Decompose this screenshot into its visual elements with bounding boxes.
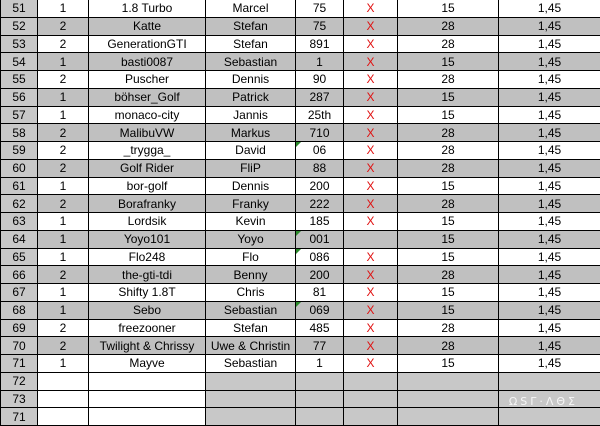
row-number-cell[interactable]: 55 bbox=[1, 71, 38, 89]
price-cell[interactable]: 1,45 bbox=[499, 284, 600, 302]
price-cell[interactable]: 1,45 bbox=[499, 17, 600, 35]
price-cell[interactable]: 1,45 bbox=[499, 124, 600, 142]
table-row[interactable] bbox=[1, 195, 600, 213]
x-mark-cell[interactable]: X bbox=[344, 319, 398, 337]
group-cell[interactable]: 1 bbox=[38, 355, 89, 373]
row-number-cell[interactable]: 67 bbox=[1, 284, 38, 302]
nickname-cell[interactable]: the-gti-tdi bbox=[89, 266, 206, 284]
name-cell[interactable]: Sebastian bbox=[206, 301, 296, 319]
comment-indicator-icon[interactable] bbox=[296, 249, 301, 254]
empty-cell[interactable] bbox=[398, 408, 499, 426]
number-cell[interactable]: 1 bbox=[296, 53, 344, 71]
table-row[interactable] bbox=[1, 124, 600, 142]
number-cell[interactable]: 710 bbox=[296, 124, 344, 142]
value-cell[interactable]: 28 bbox=[398, 195, 499, 213]
group-cell[interactable]: 2 bbox=[38, 71, 89, 89]
nickname-cell[interactable]: Flo248 bbox=[89, 248, 206, 266]
price-cell[interactable]: 1,45 bbox=[499, 35, 600, 53]
price-cell[interactable]: 1,45 bbox=[499, 266, 600, 284]
nickname-cell[interactable]: Puscher bbox=[89, 71, 206, 89]
nickname-cell[interactable]: 1.8 Turbo bbox=[89, 0, 206, 17]
group-cell[interactable]: 2 bbox=[38, 195, 89, 213]
x-mark-cell[interactable]: X bbox=[344, 71, 398, 89]
table-row[interactable] bbox=[1, 53, 600, 71]
number-cell[interactable]: 75 bbox=[296, 0, 344, 17]
x-mark-cell[interactable]: X bbox=[344, 35, 398, 53]
price-cell[interactable]: 1,45 bbox=[499, 71, 600, 89]
row-number-cell[interactable]: 71 bbox=[1, 408, 38, 426]
value-cell[interactable]: 15 bbox=[398, 177, 499, 195]
name-cell[interactable]: Uwe & Christin bbox=[206, 337, 296, 355]
x-mark-cell[interactable]: X bbox=[344, 337, 398, 355]
number-cell[interactable]: 200 bbox=[296, 177, 344, 195]
group-cell[interactable]: 1 bbox=[38, 53, 89, 71]
row-number-cell[interactable]: 51 bbox=[1, 0, 38, 17]
number-cell[interactable]: 77 bbox=[296, 337, 344, 355]
row-number-cell[interactable]: 54 bbox=[1, 53, 38, 71]
value-cell[interactable]: 28 bbox=[398, 35, 499, 53]
name-cell[interactable]: Sebastian bbox=[206, 355, 296, 373]
value-cell[interactable]: 15 bbox=[398, 106, 499, 124]
row-number-cell[interactable]: 63 bbox=[1, 213, 38, 231]
value-cell[interactable]: 28 bbox=[398, 319, 499, 337]
nickname-cell[interactable]: Sebo bbox=[89, 301, 206, 319]
table-row[interactable] bbox=[1, 35, 600, 53]
name-cell[interactable]: Sebastian bbox=[206, 53, 296, 71]
x-mark-cell[interactable]: X bbox=[344, 0, 398, 17]
value-cell[interactable]: 15 bbox=[398, 284, 499, 302]
table-row[interactable] bbox=[1, 17, 600, 35]
name-cell[interactable]: David bbox=[206, 142, 296, 160]
value-cell[interactable]: 15 bbox=[398, 53, 499, 71]
value-cell[interactable]: 28 bbox=[398, 142, 499, 160]
number-cell[interactable]: 287 bbox=[296, 88, 344, 106]
table-row[interactable] bbox=[1, 142, 600, 160]
empty-cell[interactable] bbox=[89, 390, 206, 408]
x-mark-cell[interactable]: X bbox=[344, 284, 398, 302]
row-number-cell[interactable]: 65 bbox=[1, 248, 38, 266]
number-cell[interactable]: 069 bbox=[296, 301, 344, 319]
value-cell[interactable]: 28 bbox=[398, 159, 499, 177]
empty-cell[interactable] bbox=[38, 390, 89, 408]
x-mark-cell[interactable]: X bbox=[344, 53, 398, 71]
nickname-cell[interactable]: Katte bbox=[89, 17, 206, 35]
x-mark-cell[interactable]: X bbox=[344, 195, 398, 213]
row-number-cell[interactable]: 68 bbox=[1, 301, 38, 319]
value-cell[interactable]: 15 bbox=[398, 88, 499, 106]
price-cell[interactable]: 1,45 bbox=[499, 106, 600, 124]
empty-cell[interactable] bbox=[344, 372, 398, 390]
price-cell[interactable]: 1,45 bbox=[499, 88, 600, 106]
number-cell[interactable]: 001 bbox=[296, 230, 344, 248]
group-cell[interactable]: 2 bbox=[38, 35, 89, 53]
empty-cell[interactable] bbox=[206, 390, 296, 408]
group-cell[interactable]: 2 bbox=[38, 337, 89, 355]
table-row[interactable] bbox=[1, 71, 600, 89]
number-cell[interactable]: 485 bbox=[296, 319, 344, 337]
group-cell[interactable]: 2 bbox=[38, 17, 89, 35]
nickname-cell[interactable]: Mayve bbox=[89, 355, 206, 373]
row-number-cell[interactable]: 58 bbox=[1, 124, 38, 142]
row-number-cell[interactable]: 60 bbox=[1, 159, 38, 177]
name-cell[interactable]: Stefan bbox=[206, 17, 296, 35]
row-number-cell[interactable]: 72 bbox=[1, 372, 38, 390]
name-cell[interactable]: Marcel bbox=[206, 0, 296, 17]
empty-cell[interactable] bbox=[344, 408, 398, 426]
group-cell[interactable]: 1 bbox=[38, 88, 89, 106]
table-row[interactable] bbox=[1, 301, 600, 319]
nickname-cell[interactable]: böhser_Golf bbox=[89, 88, 206, 106]
name-cell[interactable]: Yoyo bbox=[206, 230, 296, 248]
table-row[interactable] bbox=[1, 106, 600, 124]
name-cell[interactable]: Chris bbox=[206, 284, 296, 302]
row-number-cell[interactable]: 64 bbox=[1, 230, 38, 248]
value-cell[interactable]: 15 bbox=[398, 230, 499, 248]
number-cell[interactable]: 200 bbox=[296, 266, 344, 284]
x-mark-cell[interactable]: X bbox=[344, 355, 398, 373]
name-cell[interactable]: Patrick bbox=[206, 88, 296, 106]
table-row[interactable] bbox=[1, 88, 600, 106]
x-mark-cell[interactable] bbox=[344, 230, 398, 248]
number-cell[interactable]: 25th bbox=[296, 106, 344, 124]
name-cell[interactable]: Stefan bbox=[206, 35, 296, 53]
x-mark-cell[interactable]: X bbox=[344, 213, 398, 231]
group-cell[interactable]: 2 bbox=[38, 266, 89, 284]
nickname-cell[interactable]: GenerationGTI bbox=[89, 35, 206, 53]
comment-indicator-icon[interactable] bbox=[296, 302, 301, 307]
price-cell[interactable]: 1,45 bbox=[499, 301, 600, 319]
value-cell[interactable]: 28 bbox=[398, 17, 499, 35]
table-row[interactable] bbox=[1, 408, 600, 426]
name-cell[interactable]: FliP bbox=[206, 159, 296, 177]
empty-cell[interactable] bbox=[499, 408, 600, 426]
x-mark-cell[interactable]: X bbox=[344, 106, 398, 124]
value-cell[interactable]: 28 bbox=[398, 124, 499, 142]
empty-cell[interactable] bbox=[296, 408, 344, 426]
table-row[interactable] bbox=[1, 266, 600, 284]
value-cell[interactable]: 15 bbox=[398, 213, 499, 231]
table-row[interactable] bbox=[1, 248, 600, 266]
number-cell[interactable]: 086 bbox=[296, 248, 344, 266]
group-cell[interactable]: 2 bbox=[38, 159, 89, 177]
number-cell[interactable]: 222 bbox=[296, 195, 344, 213]
x-mark-cell[interactable]: X bbox=[344, 124, 398, 142]
nickname-cell[interactable]: Lordsik bbox=[89, 213, 206, 231]
table-row[interactable] bbox=[1, 159, 600, 177]
name-cell[interactable]: Markus bbox=[206, 124, 296, 142]
group-cell[interactable]: 1 bbox=[38, 177, 89, 195]
nickname-cell[interactable]: bor-golf bbox=[89, 177, 206, 195]
value-cell[interactable]: 15 bbox=[398, 301, 499, 319]
empty-cell[interactable] bbox=[38, 372, 89, 390]
comment-indicator-icon[interactable] bbox=[296, 231, 301, 236]
x-mark-cell[interactable]: X bbox=[344, 301, 398, 319]
empty-cell[interactable] bbox=[89, 372, 206, 390]
group-cell[interactable]: 2 bbox=[38, 319, 89, 337]
row-number-cell[interactable]: 61 bbox=[1, 177, 38, 195]
table-row[interactable] bbox=[1, 319, 600, 337]
nickname-cell[interactable]: Shifty 1.8T bbox=[89, 284, 206, 302]
value-cell[interactable]: 15 bbox=[398, 355, 499, 373]
group-cell[interactable]: 1 bbox=[38, 0, 89, 17]
nickname-cell[interactable]: Golf Rider bbox=[89, 159, 206, 177]
empty-cell[interactable] bbox=[206, 408, 296, 426]
empty-cell[interactable] bbox=[38, 408, 89, 426]
number-cell[interactable]: 90 bbox=[296, 71, 344, 89]
name-cell[interactable]: Kevin bbox=[206, 213, 296, 231]
watermark: ΩSΓ·ΛΘΣ bbox=[509, 395, 578, 408]
price-cell[interactable]: 1,45 bbox=[499, 142, 600, 160]
number-cell[interactable]: 75 bbox=[296, 17, 344, 35]
price-cell[interactable]: 1,45 bbox=[499, 248, 600, 266]
table-row[interactable] bbox=[1, 284, 600, 302]
number-cell[interactable]: 81 bbox=[296, 284, 344, 302]
name-cell[interactable]: Jannis bbox=[206, 106, 296, 124]
price-cell[interactable]: 1,45 bbox=[499, 0, 600, 17]
number-cell[interactable]: 06 bbox=[296, 142, 344, 160]
nickname-cell[interactable]: MalibuVW bbox=[89, 124, 206, 142]
row-number-cell[interactable]: 69 bbox=[1, 319, 38, 337]
empty-cell[interactable] bbox=[344, 390, 398, 408]
name-cell[interactable]: Franky bbox=[206, 195, 296, 213]
row-number-cell[interactable]: 70 bbox=[1, 337, 38, 355]
name-cell[interactable]: Dennis bbox=[206, 177, 296, 195]
group-cell[interactable]: 1 bbox=[38, 248, 89, 266]
number-cell[interactable]: 88 bbox=[296, 159, 344, 177]
table-row[interactable] bbox=[1, 337, 600, 355]
group-cell[interactable]: 2 bbox=[38, 142, 89, 160]
price-cell[interactable]: 1,45 bbox=[499, 177, 600, 195]
empty-cell[interactable] bbox=[89, 408, 206, 426]
row-number-cell[interactable]: 53 bbox=[1, 35, 38, 53]
number-cell[interactable]: 891 bbox=[296, 35, 344, 53]
value-cell[interactable]: 28 bbox=[398, 71, 499, 89]
name-cell[interactable]: Dennis bbox=[206, 71, 296, 89]
group-cell[interactable]: 2 bbox=[38, 124, 89, 142]
x-mark-cell[interactable]: X bbox=[344, 159, 398, 177]
row-number-cell[interactable]: 71 bbox=[1, 355, 38, 373]
price-cell[interactable]: 1,45 bbox=[499, 355, 600, 373]
x-mark-cell[interactable]: X bbox=[344, 17, 398, 35]
table-row[interactable] bbox=[1, 0, 600, 17]
value-cell[interactable]: 15 bbox=[398, 0, 499, 17]
empty-cell[interactable] bbox=[206, 372, 296, 390]
name-cell[interactable]: Stefan bbox=[206, 319, 296, 337]
price-cell[interactable]: 1,45 bbox=[499, 337, 600, 355]
row-number-cell[interactable]: 56 bbox=[1, 88, 38, 106]
empty-cell[interactable] bbox=[398, 372, 499, 390]
price-cell[interactable]: 1,45 bbox=[499, 195, 600, 213]
name-cell[interactable]: Benny bbox=[206, 266, 296, 284]
row-number-cell[interactable]: 57 bbox=[1, 106, 38, 124]
row-number-cell[interactable]: 62 bbox=[1, 195, 38, 213]
nickname-cell[interactable]: Borafranky bbox=[89, 195, 206, 213]
comment-indicator-icon[interactable] bbox=[296, 142, 301, 147]
value-cell[interactable]: 15 bbox=[398, 248, 499, 266]
price-cell[interactable]: 1,45 bbox=[499, 319, 600, 337]
nickname-cell[interactable]: basti0087 bbox=[89, 53, 206, 71]
x-mark-cell[interactable]: X bbox=[344, 248, 398, 266]
price-cell[interactable]: 1,45 bbox=[499, 159, 600, 177]
row-number-cell[interactable]: 59 bbox=[1, 142, 38, 160]
value-cell[interactable]: 28 bbox=[398, 266, 499, 284]
nickname-cell[interactable]: Yoyo101 bbox=[89, 230, 206, 248]
row-number-cell[interactable]: 52 bbox=[1, 17, 38, 35]
nickname-cell[interactable]: Twilight & Chrissy bbox=[89, 337, 206, 355]
table-row[interactable] bbox=[1, 355, 600, 373]
value-cell[interactable]: 28 bbox=[398, 337, 499, 355]
group-cell[interactable]: 1 bbox=[38, 301, 89, 319]
nickname-cell[interactable]: freezooner bbox=[89, 319, 206, 337]
empty-cell[interactable] bbox=[296, 372, 344, 390]
nickname-cell[interactable]: monaco-city bbox=[89, 106, 206, 124]
price-cell[interactable]: 1,45 bbox=[499, 230, 600, 248]
price-cell[interactable]: 1,45 bbox=[499, 53, 600, 71]
row-number-cell[interactable]: 73 bbox=[1, 390, 38, 408]
x-mark-cell[interactable]: X bbox=[344, 142, 398, 160]
group-cell[interactable]: 1 bbox=[38, 106, 89, 124]
number-cell[interactable]: 185 bbox=[296, 213, 344, 231]
x-mark-cell[interactable]: X bbox=[344, 88, 398, 106]
x-mark-cell[interactable]: X bbox=[344, 266, 398, 284]
empty-cell[interactable] bbox=[499, 372, 600, 390]
table-row[interactable] bbox=[1, 213, 600, 231]
group-cell[interactable]: 1 bbox=[38, 213, 89, 231]
empty-cell[interactable] bbox=[398, 390, 499, 408]
group-cell[interactable]: 1 bbox=[38, 230, 89, 248]
group-cell[interactable]: 1 bbox=[38, 284, 89, 302]
nickname-cell[interactable]: _trygga_ bbox=[89, 142, 206, 160]
price-cell[interactable]: 1,45 bbox=[499, 213, 600, 231]
number-cell[interactable]: 1 bbox=[296, 355, 344, 373]
row-number-cell[interactable]: 66 bbox=[1, 266, 38, 284]
table-row[interactable] bbox=[1, 177, 600, 195]
table-row[interactable] bbox=[1, 230, 600, 248]
empty-cell[interactable] bbox=[296, 390, 344, 408]
spreadsheet-body bbox=[1, 0, 600, 426]
table-row[interactable] bbox=[1, 372, 600, 390]
x-mark-cell[interactable]: X bbox=[344, 177, 398, 195]
name-cell[interactable]: Flo bbox=[206, 248, 296, 266]
